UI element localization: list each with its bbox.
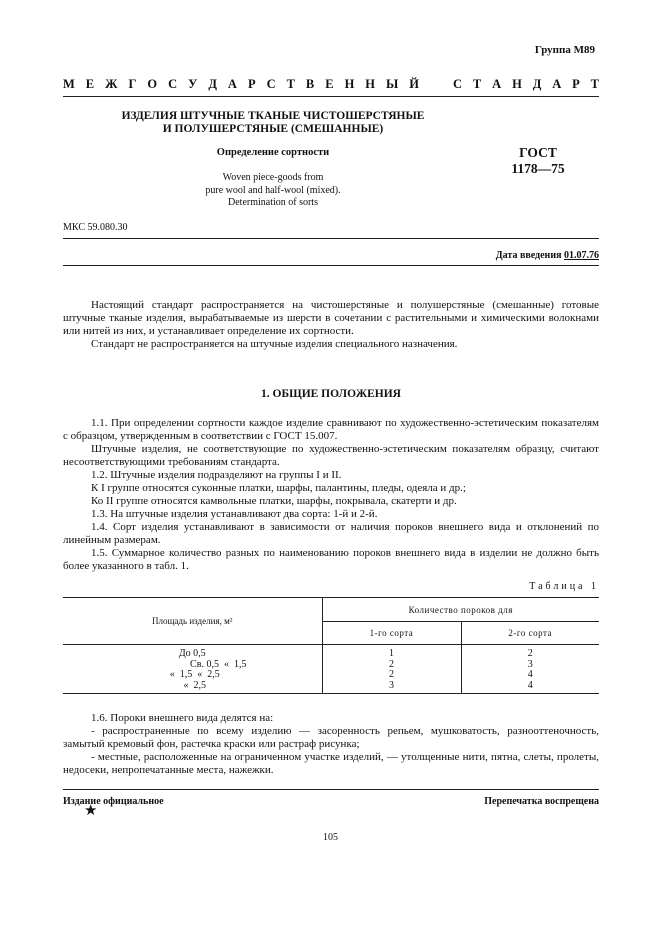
section1-text <box>63 417 599 573</box>
sort-1-cell: 3 <box>322 681 461 694</box>
footer-rule <box>63 789 599 790</box>
header-rule <box>63 96 599 97</box>
area-cell: « 1,5 « 2,5 <box>63 670 322 681</box>
table-row <box>63 645 599 660</box>
sort-2-cell: 3 <box>527 658 533 670</box>
sort-1-cell: 2 <box>322 660 461 671</box>
sort-1-cell: 2 <box>322 670 461 681</box>
clause-1-2-group-2: Ко II группе относятся камвольные платки, шарфы, покрывала, скатерти и др. <box>91 495 457 507</box>
banner-letter: С <box>453 77 463 91</box>
banner-letter: У <box>188 77 198 91</box>
clause-1-3: 1.3. На штучные изделия устанавливают два сорта: 1-й и 2-й. <box>91 508 378 520</box>
english-title-line-2: pure wool and half-wool (mixed). <box>205 184 341 196</box>
banner-letter: Ж <box>105 77 118 91</box>
banner-letter: Ы <box>386 77 399 91</box>
title-line-2: И ПОЛУШЕРСТЯНЫЕ (СМЕШАННЫЕ) <box>162 123 384 135</box>
banner-letter: Н <box>512 77 522 91</box>
banner-letter: В <box>305 77 315 91</box>
star-icon: ★ <box>84 803 98 819</box>
group-code: Группа М89 <box>534 44 595 56</box>
page-number: 105 <box>323 832 338 843</box>
banner-letter: Н <box>344 77 355 91</box>
standard-banner <box>63 77 599 92</box>
intro-paragraph: Настоящий стандарт распространяется на чистошерстяные и полушерстяные (смешанные) готовые штучные тканые изделия, вырабатываемые из шерсти в сочетании с растительными и химическими волокнами или нитей из них, и устанавливает определение их сортности. <box>63 299 599 337</box>
banner-letter: Т <box>472 77 482 91</box>
title-line-1: ИЗДЕЛИЯ ШТУЧНЫЕ ТКАНЫЕ ЧИСТОШЕРСТЯНЫЕ <box>121 110 425 122</box>
gost-number: 1178—75 <box>511 161 565 176</box>
table-row <box>63 670 599 681</box>
intro-text <box>63 299 599 351</box>
clause-1-6: 1.6. Пороки внешнего вида делятся на: <box>91 712 274 724</box>
clause-1-6-text <box>63 712 599 777</box>
column-header-area: Площадь изделия, м² <box>63 598 322 645</box>
mks-rule <box>63 238 599 239</box>
column-header-sort-1: 1-го сорта <box>322 622 461 645</box>
table-row <box>63 681 599 694</box>
area-cell: Св. 0,5 « 1,5 <box>63 660 322 671</box>
english-title-line-1: Woven piece-goods from <box>222 172 324 183</box>
banner-letter: Т <box>590 77 599 91</box>
gost-label: ГОСТ <box>519 145 557 160</box>
table-row <box>63 660 599 671</box>
banner-letter: Г <box>128 77 137 91</box>
section-heading: 1. ОБЩИЕ ПОЛОЖЕНИЯ <box>261 388 401 400</box>
column-header-defect-count: Количество пороков для <box>322 598 599 622</box>
banner-letter: О <box>147 77 158 91</box>
clause-1-5: 1.5. Суммарное количество разных по наименованию пороков внешнего вида в изделии не должно быть более указанного в табл. 1. <box>63 547 599 572</box>
intro-paragraph: Стандарт не распространяется на штучные изделия специального назначения. <box>91 338 458 350</box>
clause-1-4: 1.4. Сорт изделия устанавливают в зависимости от наличия пороков внешнего вида и отклонений по линейным размерам. <box>63 521 599 546</box>
banner-letter: Д <box>208 77 217 91</box>
clause-1-1-continued: Штучные изделия, не соответствующие по художественно-эстетическим показателям образцу, считают несоответствующими требованиям стандарта. <box>63 443 599 468</box>
banner-letter: А <box>552 77 562 91</box>
banner-letter: Р <box>572 77 580 91</box>
area-cell: До 0,5 <box>63 645 322 660</box>
banner-letter: С <box>168 77 178 91</box>
sort-2-cell: 2 <box>527 648 533 659</box>
clause-1-1: 1.1. При определении сортности каждое изделие сравнивают по художественно-эстетическим показателям с образцом, утвержденным в соответствии с ГОСТ 15.007. <box>63 417 599 442</box>
date-rule <box>63 265 599 266</box>
area-cell: « 2,5 <box>63 681 322 694</box>
defects-table <box>63 597 599 694</box>
clause-1-2: 1.2. Штучные изделия подразделяют на группы I и II. <box>91 469 342 481</box>
banner-letter: Й <box>409 77 419 91</box>
effective-date-value: 01.07.76 <box>564 250 599 261</box>
banner-word-interstate <box>63 77 419 92</box>
banner-letter: С <box>266 77 276 91</box>
banner-letter: Н <box>365 77 376 91</box>
banner-letter: Д <box>532 77 542 91</box>
banner-letter: Е <box>325 77 334 91</box>
effective-date <box>496 250 599 261</box>
clause-1-6-widespread: - распространенные по всему изделию — засоренность репьем, мушковатость, разнооттеночность, замытый кремовый фон, растечка краски или растраф рисунка; <box>63 725 599 750</box>
sort-1-cell: 1 <box>322 645 461 660</box>
banner-letter: Е <box>85 77 95 91</box>
english-title <box>63 172 483 210</box>
official-edition-note: Издание официальное <box>63 796 164 807</box>
clause-1-2-group-1: К I группе относятся суконные платки, шарфы, палантины, пледы, одеяла и др.; <box>91 482 466 494</box>
banner-letter: Т <box>286 77 295 91</box>
effective-date-label: Дата введения <box>495 250 562 261</box>
banner-letter: Р <box>247 77 256 91</box>
sort-2-cell: 4 <box>461 681 599 694</box>
banner-letter: А <box>492 77 502 91</box>
mks-code: МКС 59.080.30 <box>63 222 128 233</box>
table-caption: Таблица 1 <box>529 581 599 592</box>
clause-1-6-local: - местные, расположенные на ограниченном участке изделий, — утолщенные нити, пятна, слеты, пролеты, недосеки, непропечатанные места, нажежки. <box>63 751 599 776</box>
column-header-sort-2: 2-го сорта <box>461 622 599 645</box>
gost-designation <box>468 145 608 177</box>
document-subtitle: Определение сортности <box>216 147 330 158</box>
document-title <box>63 110 483 136</box>
banner-letter: М <box>63 77 75 91</box>
reprint-prohibited-note: Перепечатка воспрещена <box>484 796 599 807</box>
sort-2-cell: 4 <box>527 669 533 680</box>
banner-letter: А <box>227 77 237 91</box>
english-title-line-3: Determination of sorts <box>228 197 318 208</box>
banner-word-standard <box>453 77 599 92</box>
